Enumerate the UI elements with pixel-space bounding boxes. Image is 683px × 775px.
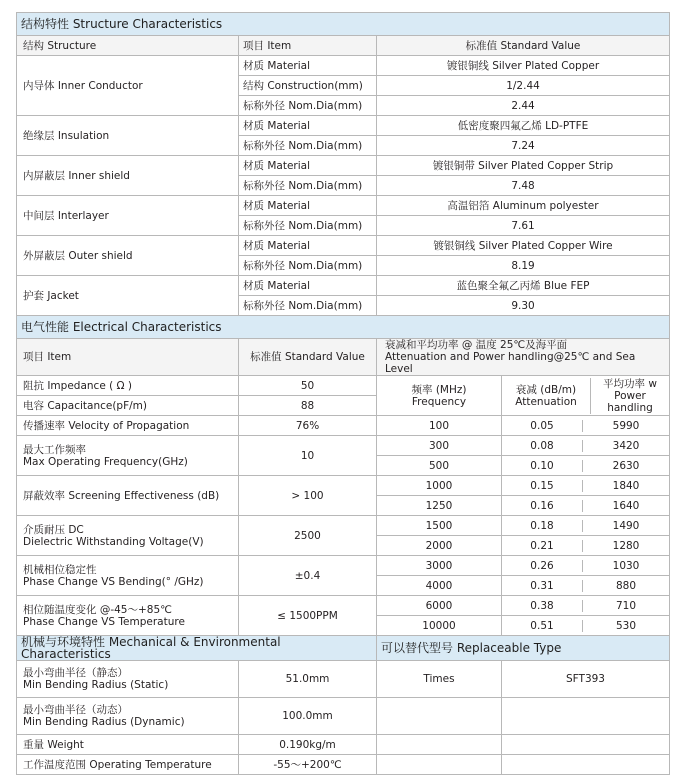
freq-cell: 1000	[377, 476, 502, 496]
att-cell: 0.38	[502, 600, 583, 612]
value-cell: 8.19	[377, 256, 670, 276]
freq-cell: 500	[377, 456, 502, 476]
standard-value-col-header: 标准值 Standard Value	[377, 36, 670, 56]
dynamic-radius-label-cn: 最小弯曲半径（动态）	[23, 704, 128, 716]
att-power-cell	[502, 456, 670, 476]
replace-brand: Times	[377, 661, 502, 698]
frequency-header-cn: 频率 (MHz)	[411, 383, 467, 396]
table-row	[17, 196, 670, 216]
static-radius-label	[17, 661, 239, 698]
attenuation-header-en: Attenuation and Power handling@25℃ and Sea Level	[385, 351, 636, 375]
value-cell: 9.30	[377, 296, 670, 316]
group-name: 内屏蔽层 Inner shield	[17, 156, 239, 196]
empty-cell	[377, 735, 502, 755]
static-radius-label-cn: 最小弯曲半径（静态）	[23, 667, 128, 679]
att-cell: 0.16	[502, 500, 583, 512]
att-power-cell	[502, 536, 670, 556]
freq-cell: 300	[377, 436, 502, 456]
capacitance-value: 88	[239, 396, 377, 416]
power-cell: 2630	[612, 459, 640, 472]
phase-temperature-value: ≤ 1500PPM	[239, 596, 377, 636]
att-cell: 0.15	[502, 480, 583, 492]
value-cell: 高温铝箔 Aluminum polyester	[377, 196, 670, 216]
group-name: 绝缘层 Insulation	[17, 116, 239, 156]
frequency-header-en: Frequency	[411, 395, 467, 408]
table-row	[17, 755, 670, 775]
capacitance-label: 电容 Capacitance(pF/m)	[17, 396, 239, 416]
power-cell: 710	[615, 599, 637, 612]
value-cell: 镀银铜带 Silver Plated Copper Strip	[377, 156, 670, 176]
value-cell: 7.24	[377, 136, 670, 156]
freq-cell: 10000	[377, 616, 502, 636]
att-cell: 0.05	[502, 420, 583, 432]
freq-cell: 1250	[377, 496, 502, 516]
att-power-cell	[502, 556, 670, 576]
max-freq-label	[17, 436, 239, 476]
withstanding-label-cn: 介质耐压 DC	[23, 523, 84, 536]
freq-cell: 100	[377, 416, 502, 436]
table-row	[17, 698, 670, 735]
impedance-label: 阻抗 Impedance ( Ω )	[17, 376, 239, 396]
value-cell: 镀银铜线 Silver Plated Copper Wire	[377, 236, 670, 256]
att-cell: 0.31	[502, 580, 583, 592]
power-cell: 1840	[612, 479, 640, 492]
phase-bending-value: ±0.4	[239, 556, 377, 596]
empty-cell	[377, 755, 502, 775]
screening-value: > 100	[239, 476, 377, 516]
max-freq-label-cn: 最大工作频率	[23, 443, 86, 456]
power-cell: 1030	[612, 559, 640, 572]
structure-section-header	[17, 13, 670, 36]
operating-temperature-label: 工作温度范围 Operating Temperature	[17, 755, 239, 775]
replace-model: SFT393	[502, 661, 670, 698]
table-row	[17, 156, 670, 176]
table-row	[17, 661, 670, 698]
phase-temperature-label-en: Phase Change VS Temperature	[23, 615, 185, 628]
power-cell: 1280	[612, 539, 640, 552]
item-cell: 材质 Material	[239, 156, 377, 176]
dynamic-radius-label-en: Min Bending Radius (Dynamic)	[23, 716, 185, 728]
item-cell: 结构 Construction(mm)	[239, 76, 377, 96]
table-row	[17, 116, 670, 136]
table-row	[17, 476, 670, 496]
att-cell: 0.18	[502, 520, 583, 532]
table-row	[17, 416, 670, 436]
att-power-cell	[502, 596, 670, 616]
mechanical-section-header	[17, 636, 670, 661]
group-name: 中间层 Interlayer	[17, 196, 239, 236]
max-freq-label-en: Max Operating Frequency(GHz)	[23, 455, 188, 468]
group-name: 护套 Jacket	[17, 276, 239, 316]
table-row	[17, 56, 670, 76]
velocity-label: 传播速率 Velocity of Propagation	[17, 416, 239, 436]
table-row	[17, 276, 670, 296]
power-col-header	[591, 378, 670, 414]
empty-cell	[502, 755, 670, 775]
structure-column-headers	[17, 36, 670, 56]
power-cell: 1490	[612, 519, 640, 532]
power-header-cn: 平均功率 w	[603, 377, 657, 390]
value-cell: 7.48	[377, 176, 670, 196]
max-freq-value: 10	[239, 436, 377, 476]
withstanding-label	[17, 516, 239, 556]
static-radius-value: 51.0mm	[239, 661, 377, 698]
table-row	[17, 436, 670, 456]
group-name: 内导体 Inner Conductor	[17, 56, 239, 116]
att-power-cell	[502, 416, 670, 436]
value-cell: 蓝色聚全氟乙丙烯 Blue FEP	[377, 276, 670, 296]
item-col-header: 项目 Item	[239, 36, 377, 56]
empty-cell	[502, 735, 670, 755]
att-cell: 0.51	[502, 620, 583, 632]
power-cell: 5990	[612, 419, 640, 432]
item-cell: 标称外径 Nom.Dia(mm)	[239, 136, 377, 156]
item-cell: 标称外径 Nom.Dia(mm)	[239, 256, 377, 276]
phase-temperature-label-cn: 相位随温度变化 @-45～+85℃	[23, 603, 172, 616]
item-cell: 标称外径 Nom.Dia(mm)	[239, 96, 377, 116]
item-col-header: 项目 Item	[17, 339, 239, 376]
spec-sheet	[16, 12, 669, 775]
table-row	[17, 516, 670, 536]
att-cell: 0.21	[502, 540, 583, 552]
mechanical-section-title: 机械与环境特性 Mechanical & Environmental Characteristics	[17, 636, 377, 661]
static-radius-label-en: Min Bending Radius (Static)	[23, 679, 169, 691]
attenuation-header-cn: 衰减和平均功率 @ 温度 25℃及海平面	[385, 339, 568, 351]
electrical-column-headers	[17, 339, 670, 376]
att-power-cell	[502, 496, 670, 516]
power-header-en1: Power	[614, 389, 646, 402]
power-cell: 880	[615, 579, 637, 592]
velocity-value: 76%	[239, 416, 377, 436]
value-cell: 7.61	[377, 216, 670, 236]
att-power-cell	[502, 616, 670, 636]
item-cell: 材质 Material	[239, 116, 377, 136]
screening-label: 屏蔽效率 Screening Effectiveness (dB)	[17, 476, 239, 516]
attenuation-header-cn-short: 衰减 (dB/m)	[515, 383, 577, 396]
att-cell: 0.08	[502, 440, 583, 452]
value-cell: 低密度聚四氟乙烯 LD-PTFE	[377, 116, 670, 136]
spec-table	[16, 12, 670, 775]
item-cell: 材质 Material	[239, 276, 377, 296]
attenuation-header-en-short: Attenuation	[515, 395, 577, 408]
impedance-value: 50	[239, 376, 377, 396]
electrical-section-title: 电气性能 Electrical Characteristics	[17, 316, 670, 339]
freq-cell: 3000	[377, 556, 502, 576]
table-row	[17, 735, 670, 755]
table-row	[17, 556, 670, 576]
standard-value-col-header: 标准值 Standard Value	[239, 339, 377, 376]
item-cell: 标称外径 Nom.Dia(mm)	[239, 176, 377, 196]
item-cell: 标称外径 Nom.Dia(mm)	[239, 296, 377, 316]
withstanding-label-en: Dielectric Withstanding Voltage(V)	[23, 535, 204, 548]
att-cell: 0.26	[502, 560, 583, 572]
table-row	[17, 376, 670, 396]
structure-col-header: 结构 Structure	[17, 36, 239, 56]
att-cell: 0.10	[502, 460, 583, 472]
replaceable-section-title: 可以替代型号 Replaceable Type	[377, 636, 670, 661]
item-cell: 材质 Material	[239, 236, 377, 256]
attenuation-col-header	[502, 378, 591, 414]
item-cell: 标称外径 Nom.Dia(mm)	[239, 216, 377, 236]
att-power-cell	[502, 436, 670, 456]
empty-cell	[502, 698, 670, 735]
frequency-col-header	[377, 376, 502, 416]
group-name: 外屏蔽层 Outer shield	[17, 236, 239, 276]
table-row	[17, 236, 670, 256]
phase-bending-label-cn: 机械相位稳定性	[23, 563, 97, 576]
empty-cell	[377, 698, 502, 735]
freq-cell: 6000	[377, 596, 502, 616]
table-row	[17, 596, 670, 616]
electrical-section-header	[17, 316, 670, 339]
power-header-en2: handling	[607, 401, 653, 414]
phase-bending-label	[17, 556, 239, 596]
operating-temperature-value: -55～+200℃	[239, 755, 377, 775]
item-cell: 材质 Material	[239, 196, 377, 216]
att-power-cell	[502, 516, 670, 536]
power-cell: 3420	[612, 439, 640, 452]
value-cell: 1/2.44	[377, 76, 670, 96]
phase-temperature-label	[17, 596, 239, 636]
att-power-cell	[502, 576, 670, 596]
attenuation-header	[377, 339, 670, 376]
power-cell: 1640	[612, 499, 640, 512]
structure-section-title: 结构特性 Structure Characteristics	[17, 13, 670, 36]
weight-value: 0.190kg/m	[239, 735, 377, 755]
freq-cell: 2000	[377, 536, 502, 556]
value-cell: 2.44	[377, 96, 670, 116]
freq-cell: 4000	[377, 576, 502, 596]
value-cell: 镀银铜线 Silver Plated Copper	[377, 56, 670, 76]
att-power-cell	[502, 476, 670, 496]
weight-label: 重量 Weight	[17, 735, 239, 755]
power-cell: 530	[615, 619, 637, 632]
phase-bending-label-en: Phase Change VS Bending(° /GHz)	[23, 575, 204, 588]
att-power-header	[502, 376, 670, 416]
item-cell: 材质 Material	[239, 56, 377, 76]
freq-cell: 1500	[377, 516, 502, 536]
dynamic-radius-value: 100.0mm	[239, 698, 377, 735]
dynamic-radius-label	[17, 698, 239, 735]
withstanding-value: 2500	[239, 516, 377, 556]
